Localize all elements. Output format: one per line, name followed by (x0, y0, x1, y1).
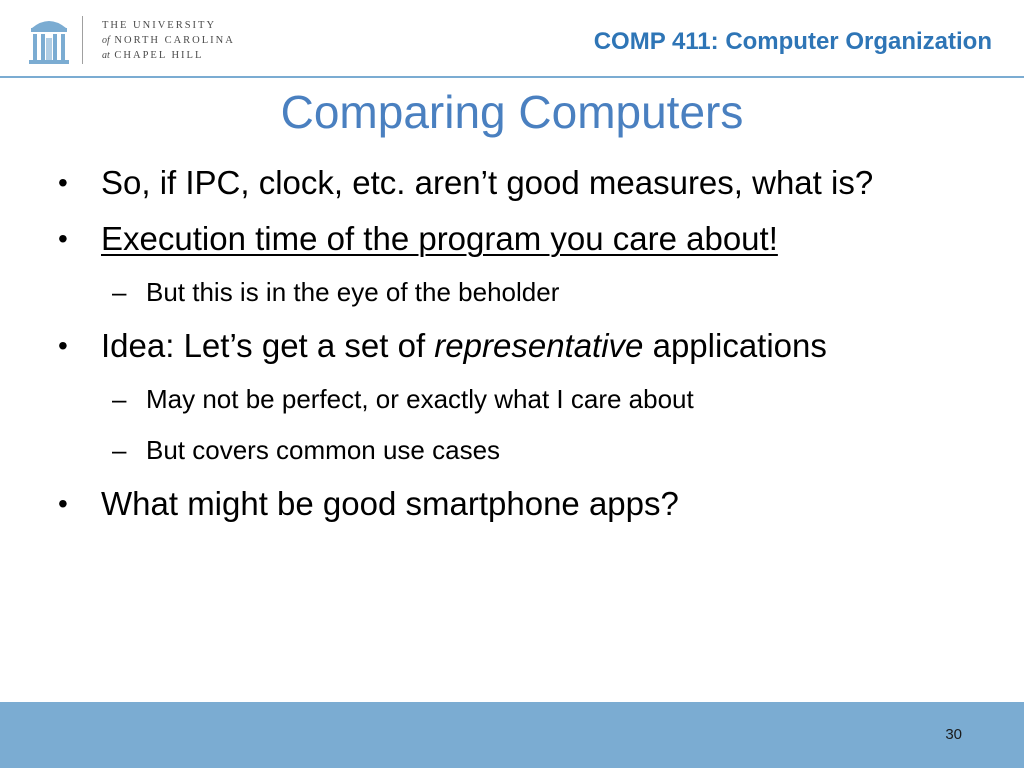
university-name (102, 18, 235, 63)
sub-bullet-3-2 (56, 425, 986, 476)
sub-bullet-2-1-text: But this is in the eye of the beholder (146, 277, 560, 307)
header-rule (0, 76, 1024, 78)
sub-bullet-3-1-text: May not be perfect, or exactly what I care about (146, 384, 694, 414)
bullet-2-text: Execution time of the program you care about! (101, 220, 778, 257)
logo-line-1: THE UNIVERSITY (102, 20, 217, 31)
bullet-icon: • (58, 167, 68, 198)
logo-line-2: NORTH CAROLINA (114, 35, 235, 46)
slide-body (56, 155, 986, 532)
bullet-4-text: What might be good smartphone apps? (101, 485, 679, 522)
bullet-4 (56, 476, 986, 532)
sub-bullet-3-1 (56, 374, 986, 425)
logo-line-3: CHAPEL HILL (114, 50, 204, 61)
bullet-2 (56, 211, 986, 267)
old-well-icon (26, 12, 72, 68)
bullet-icon: • (58, 330, 68, 361)
bullet-1 (56, 155, 986, 211)
logo-word-of: of (102, 35, 110, 46)
sub-bullet-3-2-text: But covers common use cases (146, 435, 501, 465)
bullet-3 (56, 318, 986, 374)
slide-title: Comparing Computers (280, 86, 744, 138)
dash-icon: – (112, 277, 127, 307)
bullet-icon: • (58, 223, 68, 254)
slide-footer (0, 702, 1024, 768)
bullet-3-text-end: applications (643, 327, 827, 364)
dash-icon: – (112, 384, 127, 414)
bullet-icon: • (58, 488, 68, 519)
bullet-3-emphasis: representative (434, 327, 644, 364)
slide-header (0, 0, 1024, 76)
logo-divider (82, 16, 83, 64)
university-logo (26, 12, 256, 68)
dash-icon: – (112, 435, 127, 465)
page-number: 30 (945, 726, 962, 743)
course-title: COMP 411: Computer Organization (593, 28, 992, 55)
bullet-1-text: So, if IPC, clock, etc. aren’t good measures, what is? (101, 164, 874, 201)
logo-word-at: at (102, 50, 110, 61)
sub-bullet-2-1 (56, 267, 986, 318)
bullet-3-text-start: Idea: Let’s get a set of (101, 327, 435, 364)
